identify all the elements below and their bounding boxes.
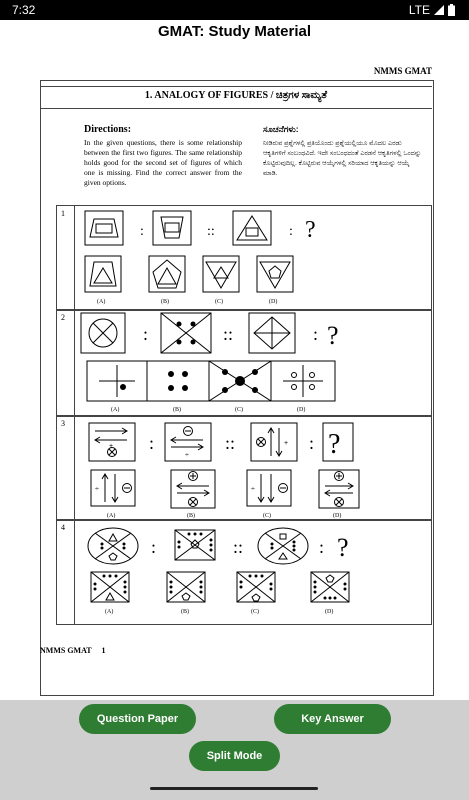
q3-label-a: (A)	[107, 513, 116, 519]
directions-heading: Directions:	[84, 124, 132, 135]
question-4-figures	[57, 520, 431, 624]
q3-figure-3	[251, 423, 297, 461]
q2-label-c: (C)	[235, 407, 243, 413]
q4-colon-2: :	[319, 537, 325, 557]
q3-question-mark: ?	[328, 429, 341, 460]
q1-option-c	[203, 256, 239, 292]
q1-label-b: (B)	[161, 299, 169, 305]
q1-colon-2: :	[289, 224, 293, 239]
split-mode-button[interactable]: Split Mode	[189, 741, 280, 771]
q1-option-d	[257, 256, 293, 292]
svg-text:÷: ÷	[95, 486, 99, 493]
navigation-bar	[0, 776, 469, 800]
q2-label-d: (D)	[297, 407, 306, 413]
status-time: 7:32	[12, 3, 36, 17]
q2-question-mark: ?	[327, 321, 339, 350]
question-1-figures	[57, 206, 431, 310]
q2-label-b: (B)	[173, 407, 181, 413]
q4-colon: :	[151, 537, 157, 557]
q1-double-colon: ::	[207, 224, 215, 239]
q4-label-a: (A)	[105, 609, 114, 615]
kannada-heading: ಸೂಚನೆಗಳು:	[263, 124, 299, 134]
status-indicators	[409, 3, 455, 17]
battery-icon	[448, 4, 455, 16]
q2-colon-2: :	[313, 324, 319, 344]
title-rule-top	[40, 86, 432, 87]
q1-option-b	[149, 256, 185, 292]
q3-label-b: (B)	[187, 513, 195, 519]
svg-text:÷: ÷	[251, 486, 255, 493]
q4-label-c: (C)	[251, 609, 259, 615]
svg-text:+: +	[284, 440, 289, 447]
question-number: 4	[61, 523, 65, 532]
question-1	[56, 205, 432, 311]
question-number: 2	[61, 313, 65, 322]
q1-question-mark: ?	[305, 217, 316, 243]
q4-question-mark: ?	[337, 533, 349, 562]
signal-icon	[434, 5, 444, 15]
svg-text:÷: ÷	[185, 452, 189, 459]
q3-figure-1	[89, 423, 135, 461]
document-page[interactable]	[0, 58, 469, 698]
section-title: 1. ANALOGY OF FIGURES / ಚಿತ್ರಗಳ ಸಾಮ್ಯತೆ	[144, 90, 328, 101]
q1-label-c: (C)	[215, 299, 223, 305]
q3-label-c: (C)	[263, 513, 271, 519]
svg-text:+: +	[109, 443, 114, 450]
question-2	[56, 309, 432, 417]
app-title: GMAT: Study Material	[157, 23, 312, 40]
q1-figure-1	[85, 211, 123, 245]
network-type: LTE	[408, 3, 430, 17]
question-3	[56, 415, 432, 521]
question-2-figures	[57, 310, 431, 416]
q2-label-a: (A)	[111, 407, 120, 413]
q1-colon: :	[140, 224, 144, 239]
q4-double-colon: ::	[233, 537, 244, 557]
q1-label-a: (A)	[97, 299, 106, 305]
q2-double-colon: ::	[223, 324, 234, 344]
question-paper-button[interactable]: Question Paper	[79, 704, 196, 734]
title-rule-bottom	[40, 108, 432, 109]
q1-figure-2	[153, 211, 191, 245]
q4-label-b: (B)	[181, 609, 189, 615]
kannada-text: ನೀಡಿರುವ ಪ್ರಶ್ನೆಗಳಲ್ಲಿ ಪ್ರತಿಯೊಂದು ಪ್ರಶ್ನೆಯಲ್ಲಿಯೂ ಮೊದಲ ಎರಡು ಆಕೃತಿಗಳಿಗೆ ಸಂಬಂಧವಿದೆ. ಇದೇ ಸಂಬಂಧದಂತೆ ಎರಡನೆ ಆಕೃತಿಗಳಲ್ಲಿ ಒಂದನ್ನು ಕೊಟ್ಟಿರುವುದಿಲ್ಲ. ಕೊಟ್ಟಿರುವ ಆಯ್ಕೆಗಳಲ್ಲಿ ಸರಿಯಾದ ಆಕೃತಿಯನ್ನು ಆಯ್ಕೆ ಮಾಡಿ.	[263, 140, 422, 177]
question-number: 3	[61, 419, 65, 428]
key-answer-button[interactable]: Key Answer	[274, 704, 391, 734]
q3-colon: :	[149, 433, 155, 453]
q3-label-d: (D)	[333, 513, 342, 519]
q1-option-a	[85, 256, 121, 292]
status-bar	[0, 0, 469, 20]
q3-colon-2: :	[309, 433, 315, 453]
home-gesture-handle[interactable]	[150, 787, 318, 790]
question-3-figures	[57, 416, 431, 520]
document-footer: NMMS GMAT 1	[40, 646, 106, 655]
q2-colon: :	[143, 324, 149, 344]
app-bar	[0, 20, 469, 58]
q3-double-colon: ::	[225, 433, 236, 453]
document-header: NMMS GMAT	[373, 66, 432, 76]
directions-text: In the given questions, there is some relationship between the first two figures. The same relationship holds good for the second set of figures of which one is missing. Find the correct answer from the given options.	[84, 138, 242, 187]
q1-label-d: (D)	[269, 299, 278, 305]
question-number: 1	[61, 209, 65, 218]
question-4	[56, 519, 432, 625]
q4-label-d: (D)	[325, 609, 334, 615]
q2-option-b	[147, 361, 209, 401]
